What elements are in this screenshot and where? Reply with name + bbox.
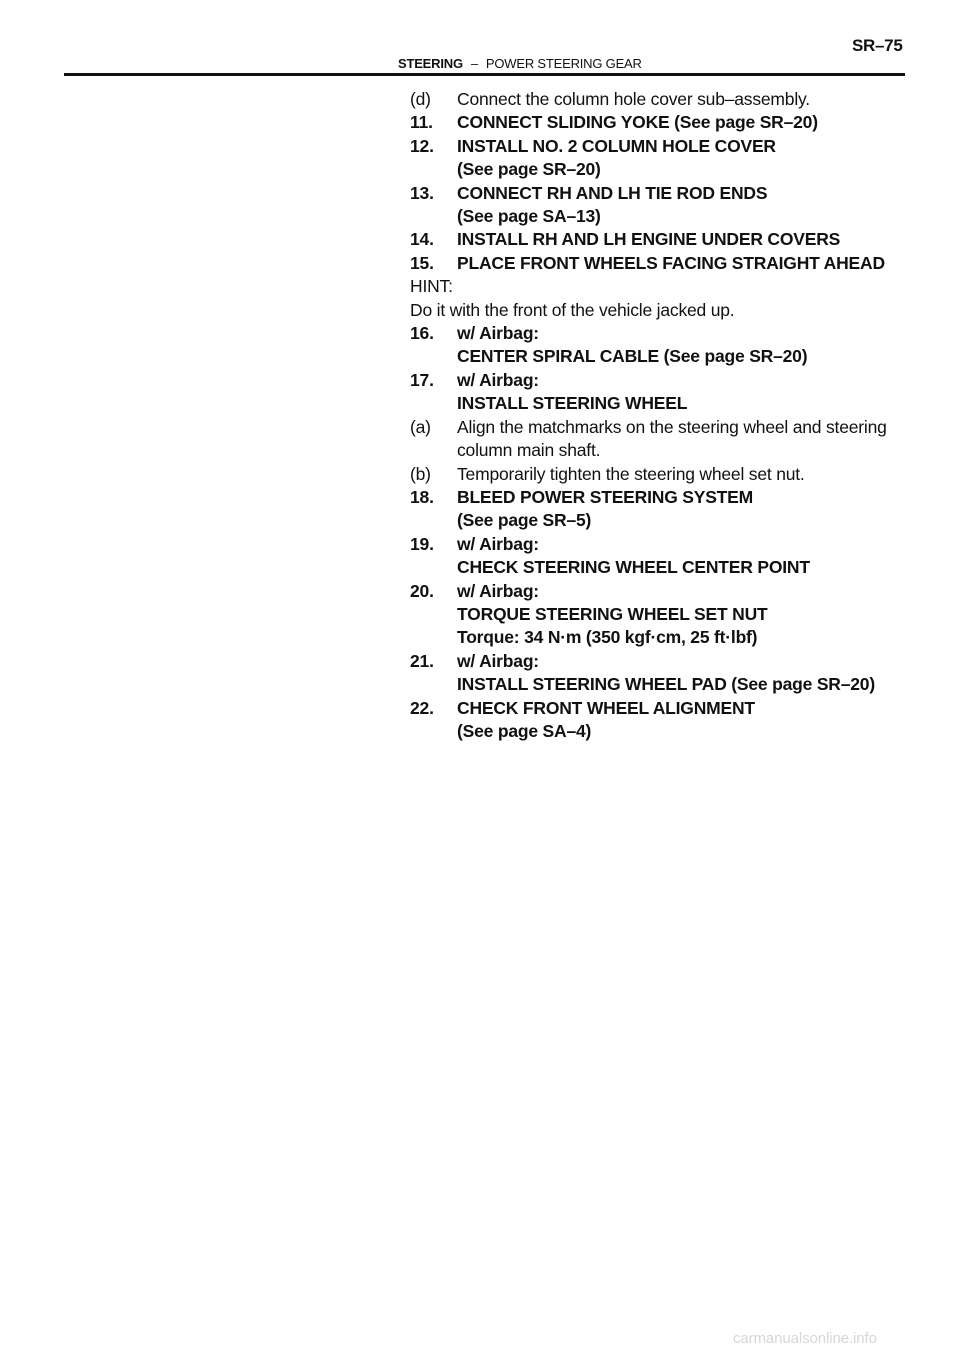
step-text: w/ Airbag:	[457, 533, 539, 554]
watermark: carmanualsonline.info	[733, 1330, 877, 1347]
step-line	[410, 252, 930, 275]
step-line	[410, 392, 930, 415]
procedure-steps	[410, 88, 930, 743]
step-text: INSTALL RH AND LH ENGINE UNDER COVERS	[457, 229, 841, 250]
step-number: 13.	[410, 182, 434, 203]
subsection-title: POWER STEERING GEAR	[485, 56, 642, 71]
step-number: 12.	[410, 135, 434, 156]
step-number: 22.	[410, 697, 434, 718]
step-line	[410, 720, 930, 743]
step-line	[410, 88, 930, 111]
step-line	[410, 135, 930, 158]
step-line	[410, 322, 930, 345]
step-number	[410, 603, 457, 626]
step-text: CENTER SPIRAL CABLE (See page SR–20)	[457, 346, 808, 367]
step-line	[410, 299, 930, 322]
step-number: 15.	[410, 252, 434, 273]
step-line	[410, 603, 930, 626]
step-number: (b)	[410, 463, 431, 484]
step-text: BLEED POWER STEERING SYSTEM	[457, 486, 754, 507]
section-title: STEERING	[398, 56, 463, 71]
step-text: INSTALL STEERING WHEEL	[457, 393, 688, 414]
step-number: 19.	[410, 533, 434, 554]
step-text: w/ Airbag:	[457, 369, 539, 390]
step-number	[410, 720, 457, 743]
step-text: TORQUE STEERING WHEEL SET NUT	[457, 603, 768, 624]
step-text: Align the matchmarks on the steering wheel and steering	[457, 416, 887, 437]
step-text: INSTALL STEERING WHEEL PAD (See page SR–20)	[457, 674, 875, 695]
step-line	[410, 345, 930, 368]
step-number: 16.	[410, 323, 434, 344]
step-text: Temporarily tighten the steering wheel set nut.	[457, 463, 805, 484]
step-line	[410, 697, 930, 720]
step-text: column main shaft.	[457, 440, 601, 461]
step-text: (See page SR–5)	[457, 510, 592, 531]
step-number	[410, 439, 457, 462]
step-text: w/ Airbag:	[457, 580, 539, 601]
step-number	[410, 509, 457, 532]
step-number	[410, 392, 457, 415]
step-text: PLACE FRONT WHEELS FACING STRAIGHT AHEAD	[457, 252, 885, 273]
step-text: CONNECT SLIDING YOKE (See page SR–20)	[457, 112, 818, 133]
header-separator: –	[470, 56, 478, 71]
step-line	[410, 580, 930, 603]
step-text: HINT:	[410, 276, 453, 297]
step-line	[410, 673, 930, 696]
step-number: 21.	[410, 650, 434, 671]
step-number	[410, 158, 457, 181]
step-number: 20.	[410, 580, 434, 601]
step-text: (See page SA–4)	[457, 720, 592, 741]
step-line	[410, 228, 930, 251]
header-rule	[64, 73, 905, 76]
step-line	[410, 509, 930, 532]
step-number	[410, 626, 457, 649]
page-number: SR–75	[852, 36, 903, 55]
step-line	[410, 111, 930, 134]
step-text: Connect the column hole cover sub–assembly.	[457, 89, 810, 109]
step-text: Torque: 34 N·m (350 kgf·cm, 25 ft·lbf)	[457, 627, 758, 648]
step-text: (See page SR–20)	[457, 159, 601, 180]
step-number	[410, 673, 457, 696]
step-text: CHECK STEERING WHEEL CENTER POINT	[457, 557, 810, 578]
step-line	[410, 158, 930, 181]
step-number: (a)	[410, 416, 431, 437]
step-line	[410, 463, 930, 486]
step-number: 11.	[410, 112, 433, 133]
step-line	[410, 205, 930, 228]
step-line	[410, 626, 930, 649]
step-line	[410, 533, 930, 556]
step-line	[410, 650, 930, 673]
step-number: 14.	[410, 229, 434, 250]
step-number	[410, 345, 457, 368]
step-number	[410, 556, 457, 579]
step-number: 17.	[410, 369, 434, 390]
step-text: Do it with the front of the vehicle jacked up.	[410, 299, 735, 320]
step-line	[410, 369, 930, 392]
step-line	[410, 439, 930, 462]
step-line	[410, 486, 930, 509]
step-line	[410, 416, 930, 439]
step-text: w/ Airbag:	[457, 323, 539, 344]
step-number	[410, 205, 457, 228]
step-line	[410, 275, 930, 298]
step-text: CHECK FRONT WHEEL ALIGNMENT	[457, 697, 755, 718]
step-line	[410, 556, 930, 579]
step-text: (See page SA–13)	[457, 206, 601, 227]
step-line	[410, 182, 930, 205]
step-text: INSTALL NO. 2 COLUMN HOLE COVER	[457, 135, 776, 156]
section-header	[398, 56, 642, 71]
step-number: (d)	[410, 89, 431, 109]
step-text: w/ Airbag:	[457, 650, 539, 671]
step-text: CONNECT RH AND LH TIE ROD ENDS	[457, 182, 768, 203]
step-number: 18.	[410, 486, 434, 507]
